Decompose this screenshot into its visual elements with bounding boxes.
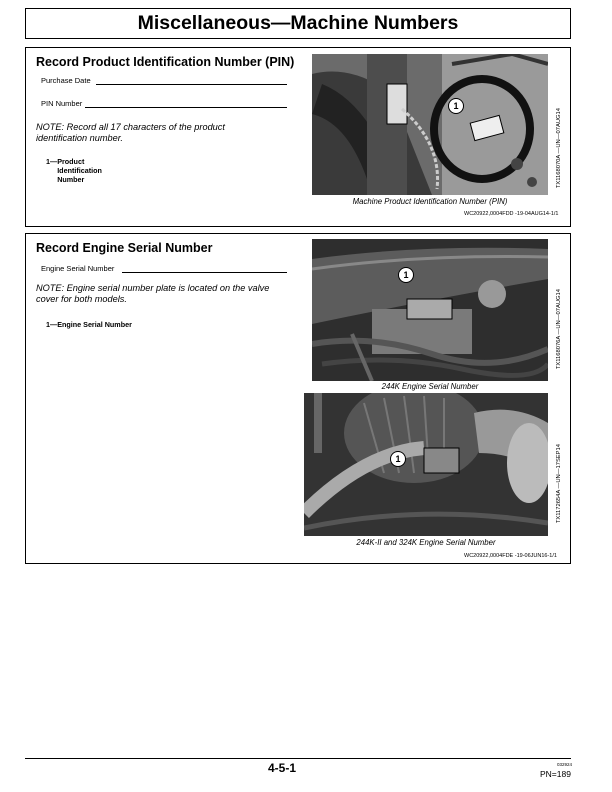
engine-note [36,283,286,305]
engine-photo-244k-art [312,239,548,381]
engine-section [25,233,571,564]
engine-244k-caption: 244K Engine Serial Number [381,382,479,391]
pin-photo [312,54,548,195]
footer-divider [25,758,571,759]
engine-note-text: NOTE: Engine serial number plate is located on the valve cover for both models. [36,283,270,304]
page-title: Miscellaneous—Machine Numbers [137,12,459,34]
engine-244kii-caption: 244K-II and 324K Engine Serial Number [356,538,496,547]
pin-note-text: NOTE: Record all 17 characters of the product identification number. [36,122,225,143]
purchase-date-label: Purchase Date [41,76,91,85]
pin-caption: Machine Product Identification Number (PIN) [352,197,508,206]
pin-number-field[interactable] [85,107,287,108]
pin-bubble-1: 1 [448,98,464,114]
engine-244k-bubble-1: 1 [398,267,414,283]
purchase-date-field[interactable] [96,84,287,85]
engine-ref: WC20922,0004FDE -19-06JUN16-1/1 [464,553,557,559]
engine-serial-label: Engine Serial Number [41,264,115,273]
pin-callout [46,157,127,184]
pin-section-title: Record Product Identification Number (PIN) [36,55,295,69]
footer-pn: PN=189 [540,769,571,779]
pin-section [25,47,571,227]
engine-callout-text: Engine Serial Number [57,320,132,329]
engine-photo-244k [312,239,548,381]
pin-photo-art [312,54,548,195]
pin-callout-text: Product Identification Number [57,157,102,184]
footer-code: 032924 [557,762,573,767]
engine-callout [46,320,132,329]
engine-244kii-bubble-1: 1 [390,451,406,467]
engine-section-title: Record Engine Serial Number [36,241,213,255]
engine-photo-244kii-art [304,393,548,536]
engine-photo-244kii-324k [304,393,548,536]
pin-image-id: TX1168070A —UN—07AUG14 [556,108,562,189]
pin-callout-number: 1— [46,157,58,166]
page-number: 4-5-1 [268,761,297,775]
engine-serial-field[interactable] [122,272,287,273]
pin-note [36,122,276,144]
engine-callout-number: 1— [46,320,58,329]
engine-244k-image-id: TX1168076A —UN—07AUG14 [556,289,562,370]
engine-244kii-image-id: TX1172654A —UN—17SEP14 [556,444,562,524]
page-title-box [25,8,571,39]
pin-number-label: PIN Number [41,99,83,108]
pin-ref: WC20922,0004FDD -19-04AUG14-1/1 [464,211,559,217]
